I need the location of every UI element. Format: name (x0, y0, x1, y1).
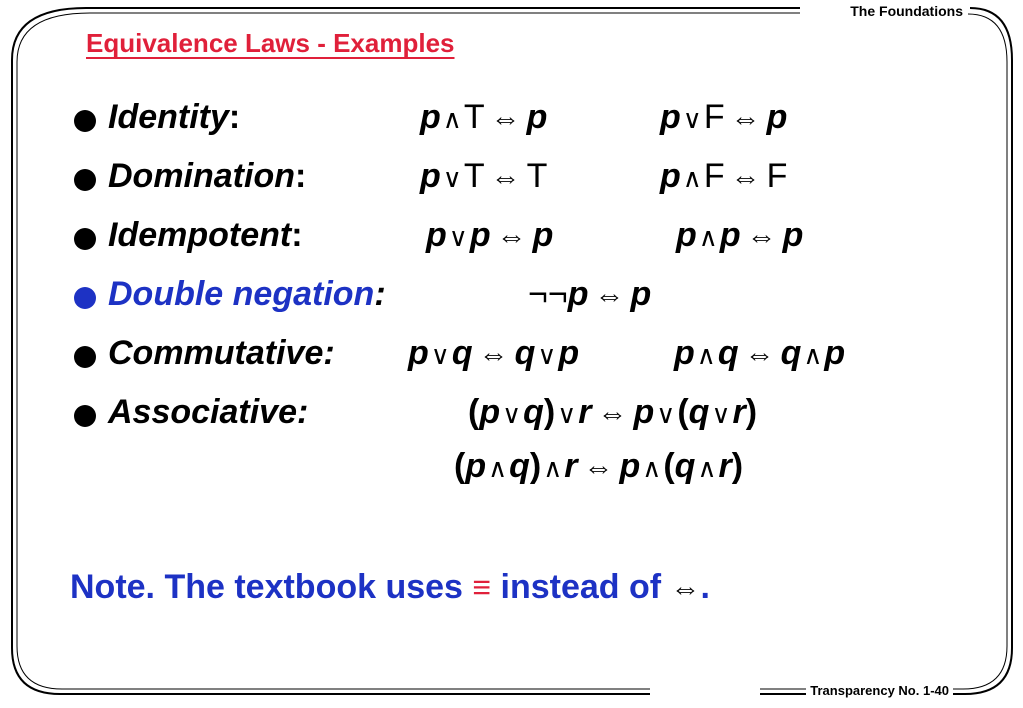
law-name: Identity: (108, 98, 241, 136)
law-name: Associative: (108, 393, 309, 431)
law-expression-2: p∧F ⇔ F (660, 157, 788, 195)
law-name: Domination: (108, 157, 307, 195)
law-domination (70, 157, 970, 207)
law-associative (70, 393, 970, 503)
law-name: Commutative: (108, 334, 335, 372)
law-double-negation (70, 275, 970, 325)
bullet-icon (74, 287, 96, 309)
slide-title: Equivalence Laws - Examples (86, 28, 455, 58)
bullet-icon (74, 228, 96, 250)
law-expression-2: p∨F ⇔ p (660, 98, 788, 136)
law-expression-1: p∨q ⇔ q∨p (408, 334, 580, 372)
textbook-note: Note. The textbook uses ≡ instead of ⇔. (70, 568, 710, 606)
bullet-icon (74, 110, 96, 132)
iff-symbol: ⇔ (670, 572, 701, 605)
equiv-symbol: ≡ (472, 569, 492, 605)
law-idempotent (70, 216, 970, 266)
law-identity (70, 98, 970, 148)
law-expression-2: (p∧q)∧r ⇔ p∧(q∧r) (454, 447, 744, 485)
law-expression-1: ¬¬p ⇔ p (528, 275, 652, 313)
law-name: Double negation: (108, 275, 386, 313)
law-expression-1: (p∨q)∨r ⇔ p∨(q∨r) (468, 393, 758, 431)
law-expression-1: p∨T ⇔ T (420, 157, 548, 195)
section-header: The Foundations (846, 3, 967, 19)
law-expression-2: p∧q ⇔ q∧p (674, 334, 846, 372)
bullet-icon (74, 169, 96, 191)
law-name: Idempotent: (108, 216, 303, 254)
bullet-icon (74, 405, 96, 427)
law-expression-2: p∧p ⇔ p (676, 216, 804, 254)
law-commutative (70, 334, 970, 384)
page-number: Transparency No. 1-40 (806, 683, 953, 698)
law-expression-1: p∧T ⇔ p (420, 98, 548, 136)
bullet-icon (74, 346, 96, 368)
law-expression-1: p∨p ⇔ p (426, 216, 554, 254)
